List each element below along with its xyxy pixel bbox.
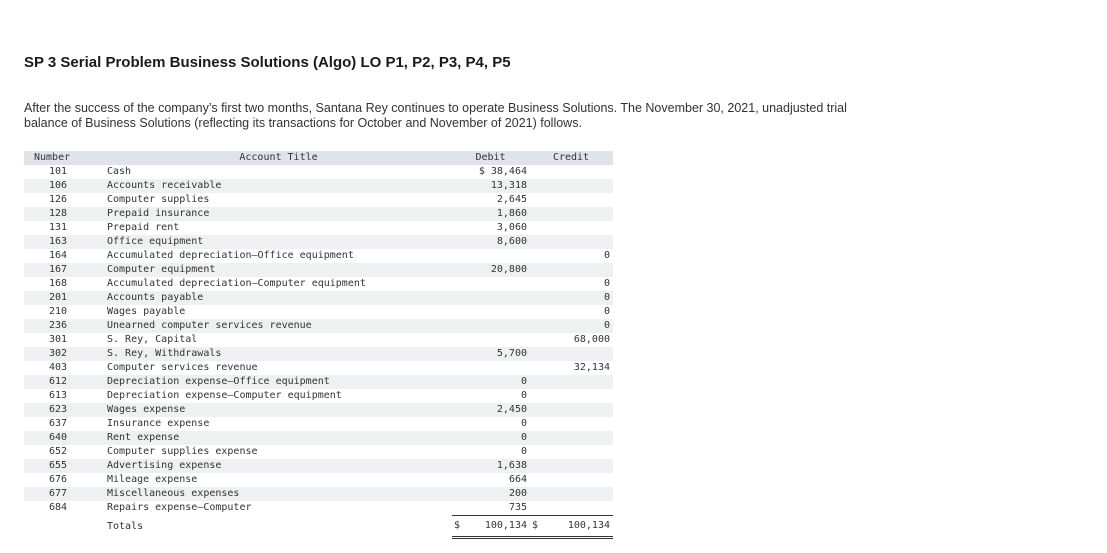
account-title: Wages expense [92, 403, 452, 417]
debit-amount: 20,800 [452, 263, 530, 277]
account-number: 163 [24, 235, 92, 249]
account-number: 637 [48, 418, 68, 429]
debit-amount: 0 [452, 431, 530, 445]
account-number: 236 [24, 319, 92, 333]
credit-amount: 32,134 [573, 362, 610, 373]
account-title: Accumulated depreciation—Office equipment [107, 250, 354, 261]
table-row [24, 347, 613, 361]
table-row [24, 473, 613, 487]
account-title: Office equipment [92, 235, 452, 249]
credit-amount: 0 [603, 306, 610, 317]
credit-amount: 0 [530, 291, 613, 305]
account-number: 676 [48, 474, 68, 485]
account-number: 167 [24, 263, 92, 277]
account-number: 126 [48, 194, 68, 205]
account-title: Accounts payable [92, 291, 452, 305]
credit-amount [530, 347, 613, 361]
totals-label: Totals [92, 516, 452, 538]
account-number: 106 [24, 179, 92, 193]
problem-title: SP 3 Serial Problem Business Solutions (Algo) LO P1, P2, P3, P4, P5 [24, 54, 511, 71]
account-number: 640 [24, 431, 92, 445]
account-number: 302 [24, 347, 92, 361]
account-number: 613 [48, 390, 68, 401]
account-title: Depreciation expense—Office equipment [92, 375, 452, 389]
account-number: 201 [24, 291, 92, 305]
total-debit-cell [452, 516, 530, 538]
table-row [24, 431, 613, 445]
account-number: 623 [24, 403, 92, 417]
account-title: Miscellaneous expenses [92, 487, 452, 501]
debit-amount: 0 [520, 418, 527, 429]
credit-amount [530, 487, 613, 501]
credit-amount [530, 501, 613, 516]
table-row [24, 389, 613, 403]
credit-amount: 68,000 [573, 334, 610, 345]
account-title: Computer equipment [92, 263, 452, 277]
debit-amount: 3,060 [496, 222, 527, 233]
account-title: Advertising expense [92, 459, 452, 473]
table-row [24, 277, 613, 291]
account-title: Wages payable [107, 306, 186, 317]
table-row [24, 235, 613, 249]
credit-amount [530, 193, 613, 207]
credit-amount [530, 179, 613, 193]
debit-amount [452, 305, 530, 319]
debit-amount: 200 [452, 487, 530, 501]
debit-amount [452, 291, 530, 305]
account-number: 128 [24, 207, 92, 221]
debit-amount: 1,638 [452, 459, 530, 473]
debit-amount [452, 277, 530, 291]
table-row [24, 501, 613, 516]
totals-number-cell [24, 516, 92, 538]
debit-amount: 0 [452, 375, 530, 389]
credit-amount [530, 165, 613, 179]
table-row [24, 487, 613, 501]
account-title: Cash [107, 166, 132, 177]
account-number: 655 [24, 459, 92, 473]
credit-amount [530, 445, 613, 459]
account-number: 612 [24, 375, 92, 389]
credit-amount [530, 389, 613, 403]
debit-amount [452, 319, 530, 333]
account-title: Prepaid rent [107, 222, 180, 233]
table-row [24, 263, 613, 277]
trial-balance-table [24, 151, 613, 539]
debit-amount [452, 361, 530, 375]
table-row [24, 179, 613, 193]
credit-amount [530, 417, 613, 431]
account-number: 101 [48, 166, 68, 177]
debit-amount [452, 249, 530, 263]
credit-amount [530, 431, 613, 445]
account-title: Insurance expense [107, 418, 210, 429]
table-row [24, 417, 613, 431]
table-body [24, 165, 613, 516]
table-row [24, 403, 613, 417]
credit-amount [530, 235, 613, 249]
debit-amount: 5,700 [452, 347, 530, 361]
problem-intro: After the success of the company’s first two months, Santana Rey continues to operate Business Solutions. The November 30, 2021, unadjusted trial balance of Business Solutions (reflecting its transactions for October and November of 2021) follows. [24, 101, 847, 130]
table-row [24, 445, 613, 459]
credit-amount [530, 459, 613, 473]
table-row [24, 193, 613, 207]
credit-amount: 0 [530, 319, 613, 333]
account-title: Accumulated depreciation—Computer equipment [107, 278, 366, 289]
account-number: 131 [48, 222, 68, 233]
account-number: 168 [48, 278, 68, 289]
credit-amount [530, 473, 613, 487]
debit-amount: 735 [508, 502, 527, 513]
table-row [24, 333, 613, 347]
account-title: Computer services revenue [107, 362, 258, 373]
credit-amount: 0 [603, 278, 610, 289]
account-title: Mileage expense [107, 474, 198, 485]
account-number: 403 [48, 362, 68, 373]
total-debit-currency: $ [454, 520, 461, 531]
account-number: 210 [48, 306, 68, 317]
account-number: 652 [48, 446, 68, 457]
account-number: 677 [24, 487, 92, 501]
credit-amount [530, 403, 613, 417]
table-header-row [24, 151, 613, 165]
credit-amount [530, 207, 613, 221]
credit-amount [530, 221, 613, 235]
table-row [24, 165, 613, 179]
table-row [24, 221, 613, 235]
column-header-credit: Credit [530, 151, 613, 165]
table-row [24, 305, 613, 319]
account-title: Repairs expense—Computer [107, 502, 252, 514]
total-credit-cell [530, 516, 613, 538]
debit-amount: 2,645 [496, 194, 527, 205]
account-title: Accounts receivable [92, 179, 452, 193]
debit-amount: 2,450 [452, 403, 530, 417]
column-header-debit: Debit [452, 151, 530, 165]
table-row [24, 459, 613, 473]
totals-row [24, 516, 613, 538]
account-number: 684 [48, 502, 68, 514]
account-title: Rent expense [92, 431, 452, 445]
table-row [24, 361, 613, 375]
credit-amount [530, 375, 613, 389]
debit-amount: 0 [520, 390, 527, 401]
account-title: Unearned computer services revenue [92, 319, 452, 333]
total-credit-currency: $ [532, 520, 539, 531]
column-header-number: Number [24, 151, 92, 165]
total-credit-value: 100,134 [567, 520, 610, 531]
debit-amount: 664 [508, 474, 527, 485]
table-row [24, 207, 613, 221]
credit-amount: 0 [603, 250, 610, 261]
credit-amount [530, 263, 613, 277]
debit-amount: 8,600 [452, 235, 530, 249]
total-debit-value: 100,134 [484, 520, 527, 531]
debit-amount: 13,318 [452, 179, 530, 193]
account-title: S. Rey, Capital [107, 334, 198, 345]
account-number: 164 [48, 250, 68, 261]
table-row [24, 291, 613, 305]
debit-amount: 1,860 [452, 207, 530, 221]
debit-amount [452, 333, 530, 347]
debit-amount: 0 [520, 446, 527, 457]
debit-amount: $ 38,464 [478, 166, 527, 177]
account-title: Computer supplies expense [107, 446, 258, 457]
column-header-account-title: Account Title [92, 151, 452, 165]
account-title: S. Rey, Withdrawals [92, 347, 452, 361]
account-title: Computer supplies [107, 194, 210, 205]
account-number: 301 [48, 334, 68, 345]
account-title: Prepaid insurance [92, 207, 452, 221]
table-row [24, 375, 613, 389]
account-title: Depreciation expense—Computer equipment [107, 390, 342, 401]
table-row [24, 319, 613, 333]
table-row [24, 249, 613, 263]
